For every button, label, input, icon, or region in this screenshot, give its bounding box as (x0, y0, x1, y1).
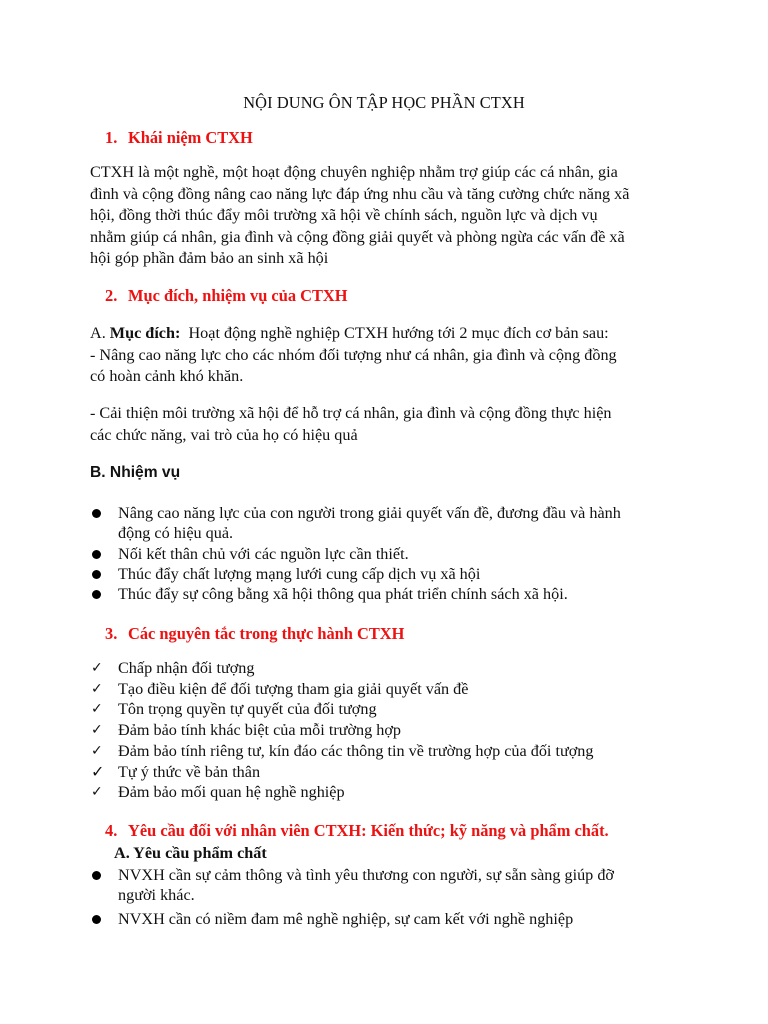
list-item (90, 564, 690, 584)
list-item-text: Đảm bảo tính riêng tư, kín đáo các thông tin về trường hợp của đối tượng (118, 741, 594, 760)
purpose-intro (90, 323, 690, 345)
bullet-icon (92, 590, 101, 599)
list-item-text: Tạo điều kiện để đối tượng tham gia giải quyết vấn đề (118, 679, 469, 698)
list-item (90, 679, 690, 700)
list-item (90, 865, 690, 906)
list-item-text: Thúc đẩy chất lượng mạng lưới cung cấp dịch vụ xã hội (118, 564, 481, 583)
bullet-icon (92, 915, 101, 924)
goal-2-line: các chức năng, vai trò của họ có hiệu quả (90, 425, 358, 444)
list-item (90, 699, 690, 720)
section-3-title: Các nguyên tắc trong thực hành CTXH (128, 624, 405, 643)
list-item-text: Nâng cao năng lực của con người trong giải quyết vấn đề, đương đầu và hành (118, 504, 621, 522)
purpose-prefix: A. (90, 324, 110, 342)
section-4-number: 4. (105, 821, 118, 840)
paragraph-line: hội, đồng thời thúc đẩy môi trường xã hội về chính sách, nguồn lực và dịch vụ (90, 206, 598, 224)
list-item (90, 762, 690, 783)
section-3-heading (105, 624, 768, 644)
goal-1-line: có hoàn cảnh khó khăn. (90, 367, 244, 385)
checkmark-icon: ✓ (91, 784, 103, 801)
list-item (90, 658, 690, 679)
principles-list (90, 658, 690, 803)
checkmark-icon: ✓ (91, 722, 103, 739)
bullet-icon (92, 570, 101, 579)
checkmark-icon: ✓ (91, 701, 103, 718)
bullet-icon (92, 871, 101, 880)
paragraph-line: đình và cộng đồng nâng cao năng lực đáp ứng nhu cầu và tăng cường chức năng xã (90, 184, 630, 203)
list-item (90, 503, 690, 544)
list-item-text: NVXH cần sự cảm thông và tình yêu thương con người, sự sẵn sàng giúp đỡ (118, 866, 614, 884)
list-item-text: Tôn trọng quyền tự quyết của đối tượng (118, 700, 377, 719)
goal-2-block (90, 403, 690, 446)
purpose-text: Hoạt động nghề nghiệp CTXH hướng tới 2 mục đích cơ bản sau: (180, 324, 609, 342)
list-item (90, 720, 690, 741)
list-item-text: Đảm bảo mối quan hệ nghề nghiệp (118, 783, 345, 802)
section-1-title: Khái niệm CTXH (128, 128, 253, 147)
checkmark-icon: ✓ (91, 680, 103, 697)
section-1-paragraph (90, 162, 690, 270)
paragraph-line: CTXH là một nghề, một hoạt động chuyên nghiệp nhằm trợ giúp các cá nhân, gia (90, 163, 618, 181)
paragraph-line: nhằm giúp cá nhân, gia đình và cộng đồng giải quyết và phòng ngừa các vấn đề xã (90, 227, 625, 246)
list-item-text: Thúc đẩy sự công bằng xã hội thông qua phát triển chính sách xã hội. (118, 585, 568, 604)
list-item (90, 909, 690, 929)
tasks-list (90, 503, 690, 604)
goal-2-line: - Cải thiện môi trường xã hội để hỗ trợ cá nhân, gia đình và cộng đồng thực hiện (90, 404, 612, 422)
list-item (90, 584, 690, 604)
section-4-heading (105, 821, 768, 841)
checkmark-icon: ✓ (91, 761, 105, 781)
list-item-text: Chấp nhận đối tượng (118, 659, 255, 677)
list-item-text: NVXH cần có niềm đam mê nghề nghiệp, sự cam kết với nghề nghiệp (118, 909, 574, 928)
section-3-number: 3. (105, 624, 118, 643)
list-item (90, 544, 690, 564)
section-2-heading (105, 286, 768, 306)
list-item (90, 782, 690, 803)
checkmark-icon: ✓ (91, 742, 103, 759)
list-item (90, 741, 690, 762)
section-1-number: 1. (105, 128, 118, 147)
tasks-heading: B. Nhiệm vụ (90, 464, 181, 481)
section-2-number: 2. (105, 286, 118, 305)
list-item-text: người khác. (118, 886, 195, 905)
purpose-label: Mục đích: (109, 324, 181, 342)
bullet-icon (92, 509, 101, 518)
section-1-heading (105, 128, 768, 148)
section-2-title: Mục đích, nhiệm vụ của CTXH (128, 286, 348, 305)
document-title: NỘI DUNG ÔN TẬP HỌC PHẦN CTXH (243, 93, 525, 112)
list-item-text: Đảm bảo tính khác biệt của mỗi trường hợp (118, 721, 402, 740)
checkmark-icon: ✓ (91, 660, 103, 676)
bullet-icon (92, 550, 101, 559)
section-4-title: Yêu cầu đối với nhân viên CTXH: Kiến thức; kỹ năng và phẩm chất. (128, 821, 609, 840)
goal-1-line: - Nâng cao năng lực cho các nhóm đối tượng như cá nhân, gia đình và cộng đồng (90, 345, 617, 364)
list-item-text: động có hiệu quả. (118, 524, 234, 543)
list-item-text: Nối kết thân chủ với các nguồn lực cần thiết. (118, 544, 409, 563)
qualities-list (90, 865, 690, 929)
purpose-block (90, 323, 690, 388)
list-item-text: Tự ý thức về bản thân (118, 762, 261, 781)
qualities-heading: A. Yêu cầu phẩm chất (114, 844, 267, 862)
paragraph-line: hội góp phần đảm bảo an sinh xã hội (90, 249, 329, 267)
